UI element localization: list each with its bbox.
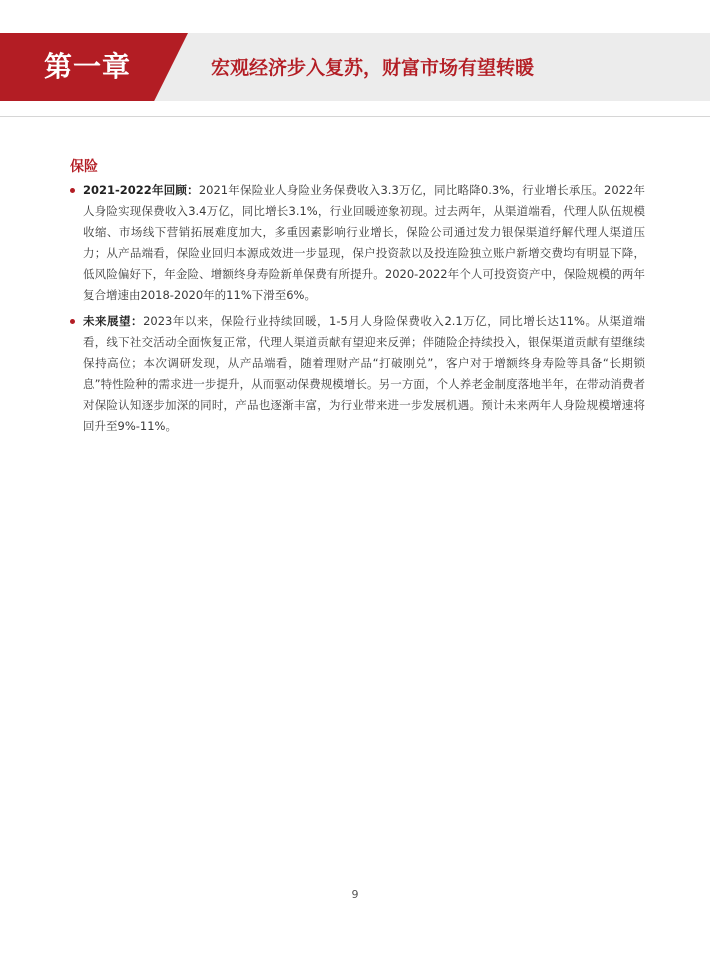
bullet-term: 未来展望： bbox=[83, 314, 144, 328]
bullet-paragraph bbox=[83, 180, 645, 306]
bullet-dot-icon bbox=[70, 188, 75, 193]
section-heading: 保险 bbox=[70, 159, 98, 175]
bullet-term: 2021-2022年回顾： bbox=[83, 183, 199, 197]
bullet-item-review bbox=[70, 180, 645, 306]
chapter-title: 宏观经济步入复苏，财富市场有望转暖 bbox=[211, 57, 535, 79]
chapter-label: 第一章 bbox=[44, 50, 132, 83]
header-divider bbox=[0, 116, 710, 117]
bullet-body: 2021年保险业人身险业务保费收入3.3万亿，同比略降0.3%，行业增长承压。2022年人身险实现保费收入3.4万亿，同比增长3.1%，行业回暖迹象初现。过去两年，从渠道端看，代理人队伍规模收缩、市场线下营销拓展难度加大，多重因素影响行业增长，保险公司通过发力银保渠道纾解代理人渠道压力；从产品端看，保险业回归本源成效进一步显现，保户投资款以及投连险独立账户新增交费均有明显下降，低风险偏好下，年金险、增额终身寿险新单保费有所提升。2020-2022年个人可投资资产中，保险规模的两年复合增速由2018-2020年的11%下滑至6%。 bbox=[83, 183, 645, 302]
page-number: 9 bbox=[351, 888, 359, 901]
bullet-dot-icon bbox=[70, 319, 75, 324]
bullet-body: 2023年以来，保险行业持续回暖，1-5月人身险保费收入2.1万亿，同比增长达11%。从渠道端看，线下社交活动全面恢复正常，代理人渠道贡献有望迎来反弹；伴随险企持续投入，银保渠道贡献有望继续保持高位；本次调研发现，从产品端看，随着理财产品“打破刚兑”，客户对于增额终身寿险等具备“长期锁息”特性险种的需求进一步提升，从而驱动保费规模增长。另一方面，个人养老金制度落地半年，在带动消费者对保险认知逐步加深的同时，产品也逐渐丰富，为行业带来进一步发展机遇。预计未来两年人身险规模增速将回升至9%-11%。 bbox=[83, 314, 645, 433]
bullet-paragraph bbox=[83, 311, 645, 437]
bullet-item-outlook bbox=[70, 311, 645, 437]
